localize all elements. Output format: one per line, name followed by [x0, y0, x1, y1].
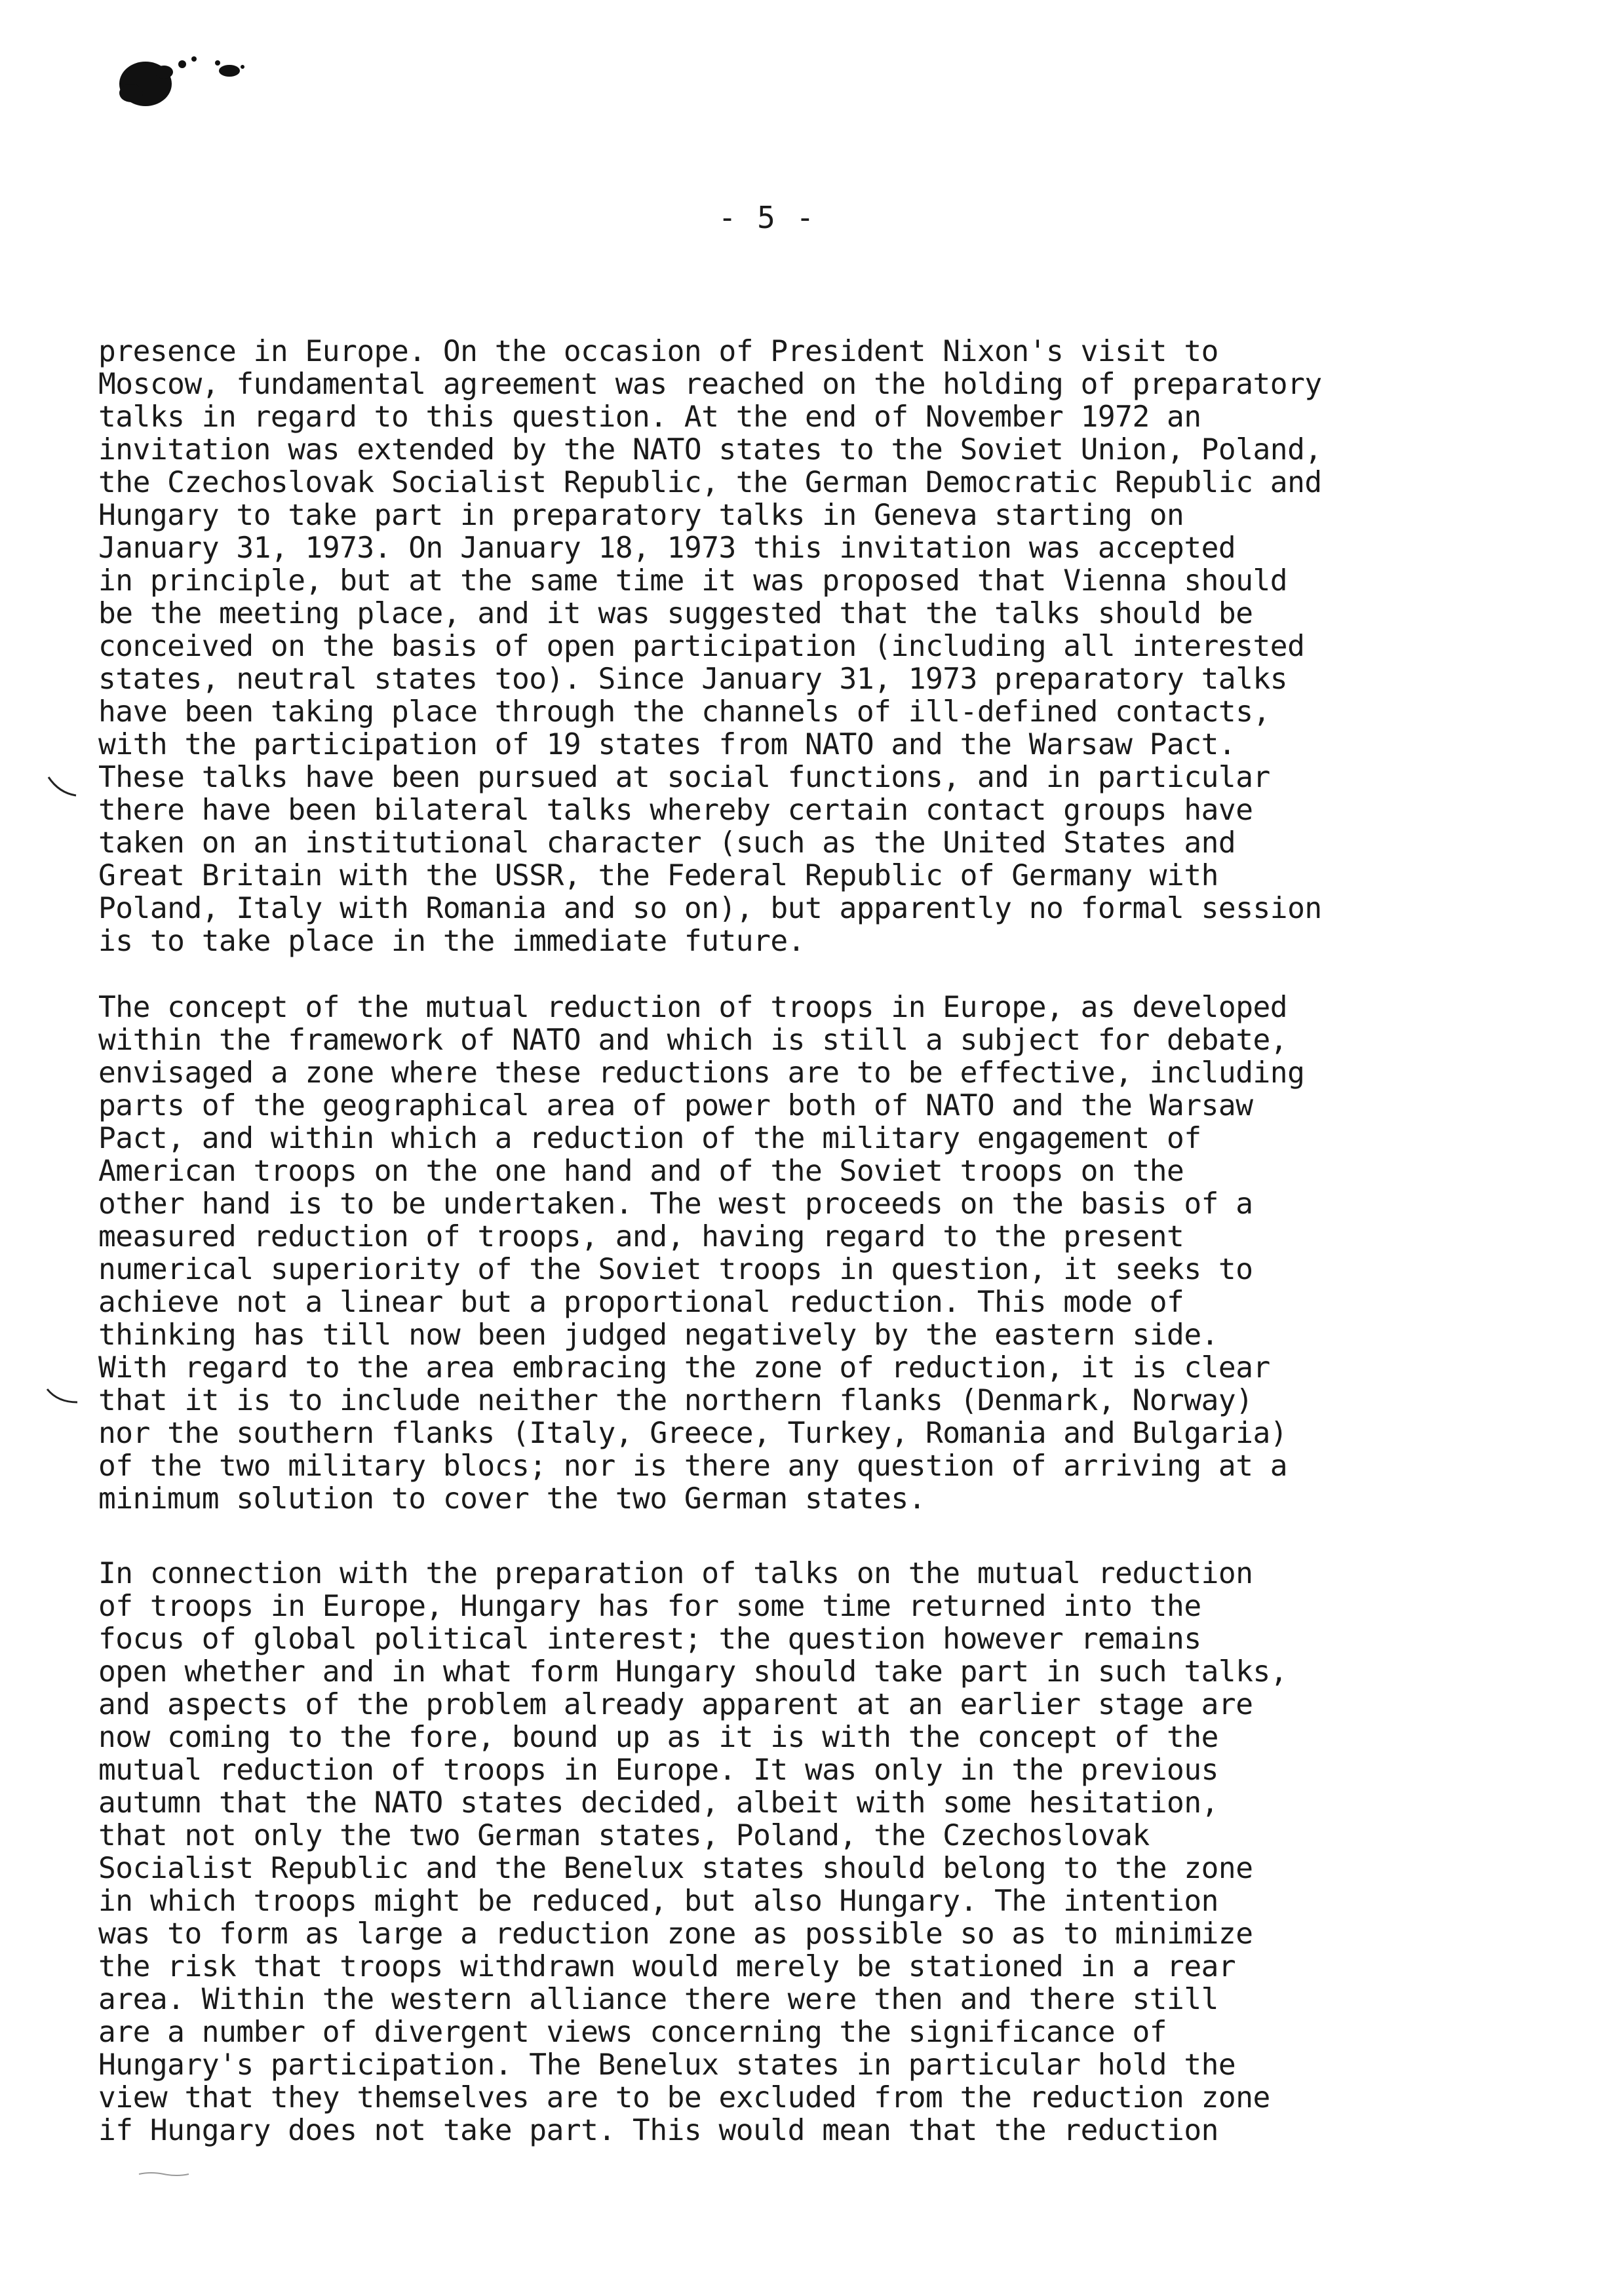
text-line: that it is to include neither the northern flanks (Denmark, Norway)	[98, 1384, 1253, 1417]
text-line: that not only the two German states, Poland, the Czechoslovak	[98, 1819, 1150, 1852]
text-line: Poland, Italy with Romania and so on), but apparently no formal session	[98, 892, 1322, 925]
text-line: of troops in Europe, Hungary has for some time returned into the	[98, 1590, 1201, 1623]
text-line: Moscow, fundamental agreement was reached on the holding of preparatory	[98, 368, 1322, 401]
text-line: are a number of divergent views concerning the significance of	[98, 2016, 1167, 2049]
text-line: the Czechoslovak Socialist Republic, the German Democratic Republic and	[98, 466, 1322, 499]
text-line: and aspects of the problem already apparent at an earlier stage are	[98, 1688, 1253, 1721]
margin-tick-mark	[45, 1383, 84, 1409]
text-line: nor the southern flanks (Italy, Greece, Turkey, Romania and Bulgaria)	[98, 1417, 1288, 1450]
text-line: January 31, 1973. On January 18, 1973 this invitation was accepted	[98, 531, 1236, 565]
text-line: was to form as large a reduction zone as possible so as to minimize	[98, 1917, 1253, 1951]
text-line: now coming to the fore, bound up as it is with the concept of the	[98, 1721, 1218, 1754]
page-number: - 5 -	[718, 200, 816, 235]
text-line: presence in Europe. On the occasion of President Nixon's visit to	[98, 335, 1218, 368]
text-line: in which troops might be reduced, but also Hungary. The intention	[98, 1885, 1218, 1918]
scan-smudge	[138, 2169, 190, 2178]
text-line: invitation was extended by the NATO states to the Soviet Union, Poland,	[98, 433, 1322, 467]
text-line: The concept of the mutual reduction of troops in Europe, as developed	[98, 991, 1288, 1024]
ink-blot	[105, 33, 262, 118]
text-line: thinking has till now been judged negatively by the eastern side.	[98, 1318, 1218, 1352]
text-line: other hand is to be undertaken. The west proceeds on the basis of a	[98, 1187, 1253, 1221]
text-line: states, neutral states too). Since January 31, 1973 preparatory talks	[98, 662, 1288, 696]
text-line: autumn that the NATO states decided, albeit with some hesitation,	[98, 1786, 1218, 1820]
text-line: Socialist Republic and the Benelux states should belong to the zone	[98, 1852, 1253, 1885]
text-line: envisaged a zone where these reductions are to be effective, including	[98, 1056, 1305, 1090]
text-line: area. Within the western alliance there were then and there still	[98, 1983, 1218, 2016]
paragraph	[98, 335, 1527, 958]
text-line: conceived on the basis of open participation (including all interested	[98, 630, 1305, 663]
margin-tick-mark	[46, 773, 85, 799]
text-line: be the meeting place, and it was suggested that the talks should be	[98, 597, 1253, 630]
text-line: of the two military blocs; nor is there any question of arriving at a	[98, 1449, 1288, 1483]
text-line: In connection with the preparation of talks on the mutual reduction	[98, 1557, 1253, 1590]
text-line: the risk that troops withdrawn would merely be stationed in a rear	[98, 1950, 1236, 1983]
text-line: Hungary's participation. The Benelux states in particular hold the	[98, 2048, 1236, 2082]
text-line: Hungary to take part in preparatory talks in Geneva starting on	[98, 499, 1184, 532]
paragraph	[98, 991, 1527, 1516]
text-line: with the participation of 19 states from NATO and the Warsaw Pact.	[98, 728, 1236, 761]
text-line: mutual reduction of troops in Europe. It was only in the previous	[98, 1753, 1218, 1787]
text-line: taken on an institutional character (such as the United States and	[98, 826, 1236, 860]
text-line: numerical superiority of the Soviet troops in question, it seeks to	[98, 1253, 1253, 1286]
text-line: Great Britain with the USSR, the Federal Republic of Germany with	[98, 859, 1218, 892]
text-line: measured reduction of troops, and, having regard to the present	[98, 1220, 1184, 1253]
text-line: talks in regard to this question. At the end of November 1972 an	[98, 400, 1201, 434]
text-line: open whether and in what form Hungary should take part in such talks,	[98, 1655, 1288, 1689]
text-line: within the framework of NATO and which is still a subject for debate,	[98, 1024, 1288, 1057]
text-line: in principle, but at the same time it was proposed that Vienna should	[98, 564, 1288, 598]
text-line: focus of global political interest; the question however remains	[98, 1622, 1201, 1656]
text-line: American troops on the one hand and of the Soviet troops on the	[98, 1155, 1184, 1188]
text-line: achieve not a linear but a proportional reduction. This mode of	[98, 1286, 1184, 1319]
paragraph	[98, 1558, 1527, 2147]
text-line: parts of the geographical area of power both of NATO and the Warsaw	[98, 1089, 1253, 1122]
text-line: view that they themselves are to be excluded from the reduction zone	[98, 2081, 1270, 2114]
text-line: Pact, and within which a reduction of the military engagement of	[98, 1122, 1201, 1155]
text-line: if Hungary does not take part. This would mean that the reduction	[98, 2114, 1218, 2147]
text-line: With regard to the area embracing the zone of reduction, it is clear	[98, 1351, 1270, 1385]
text-line: These talks have been pursued at social functions, and in particular	[98, 761, 1270, 794]
text-line: minimum solution to cover the two German states.	[98, 1482, 925, 1516]
text-line: is to take place in the immediate future.	[98, 925, 805, 958]
text-line: have been taking place through the channels of ill-defined contacts,	[98, 695, 1270, 729]
text-line: there have been bilateral talks whereby certain contact groups have	[98, 794, 1253, 827]
